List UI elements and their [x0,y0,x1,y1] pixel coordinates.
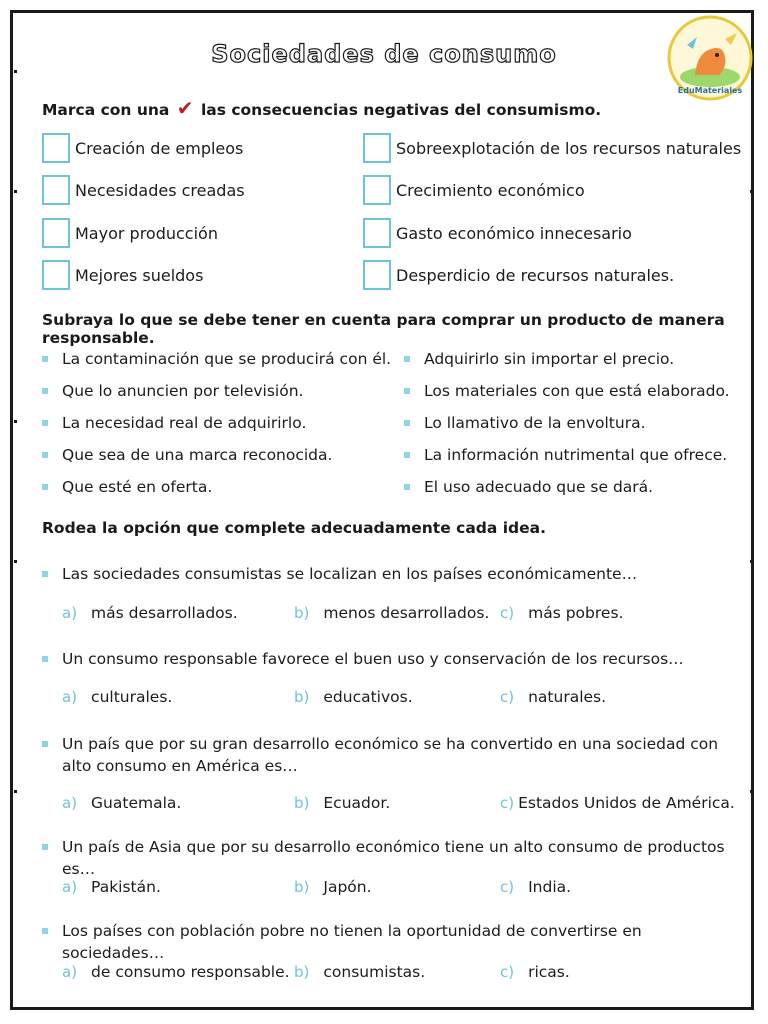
question-stem [42,733,742,777]
dinosaur-logo-icon [667,15,753,101]
border-dot [14,790,17,793]
option-text[interactable]: más desarrollados. [91,604,238,622]
list-item[interactable] [42,446,332,464]
list-item-text[interactable]: Lo llamativo de la envoltura. [424,414,646,432]
checkbox[interactable] [363,218,391,248]
bullet-icon [42,844,48,850]
list-item[interactable] [42,478,212,496]
list-item-text[interactable]: Que esté en oferta. [62,478,213,496]
border-dot [750,560,753,563]
list-item-text[interactable]: Que lo anuncien por televisión. [62,382,304,400]
checkbox-label: Sobreexplotación de los recursos naturales [396,138,742,158]
option-text[interactable]: consumistas. [323,963,426,981]
question-text: Los países con población pobre no tienen la oportunidad de convertirse en sociedades… [62,922,642,962]
option-text[interactable]: más pobres. [528,604,624,622]
bullet-icon [42,452,48,458]
option-letter: b) [294,963,310,981]
option-a[interactable] [62,963,290,981]
checkbox-item[interactable] [363,175,585,205]
option-text[interactable]: menos desarrollados. [323,604,490,622]
option-a[interactable] [62,604,238,622]
list-item[interactable] [42,382,303,400]
list-item[interactable] [404,350,674,368]
checkbox-item[interactable] [42,218,218,248]
option-b[interactable] [294,878,372,896]
list-item-text[interactable]: Que sea de una marca reconocida. [62,446,333,464]
bullet-icon [404,484,410,490]
list-item[interactable] [404,414,646,432]
checkbox-item[interactable] [42,175,245,205]
border-dot [14,560,17,563]
option-letter: c) [500,878,515,896]
question-text: Las sociedades consumistas se localizan en los países económicamente… [62,565,638,583]
bullet-icon [404,388,410,394]
question-stem [42,563,742,585]
list-item[interactable] [404,446,727,464]
option-text[interactable]: Pakistán. [91,878,161,896]
list-item[interactable] [42,350,391,368]
option-c[interactable] [500,794,735,812]
instruction-1 [42,96,601,120]
option-text[interactable]: ricas. [528,963,570,981]
checkbox[interactable] [42,218,70,248]
option-b[interactable] [294,794,390,812]
checkbox-label: Mejores sueldos [75,265,204,285]
checkbox[interactable] [363,175,391,205]
bullet-icon [42,420,48,426]
bullet-icon [42,484,48,490]
bullet-icon [42,388,48,394]
border-dot [14,190,17,193]
option-text[interactable]: naturales. [528,688,607,706]
logo-text: EduMateriales [677,86,743,95]
option-letter: a) [62,878,78,896]
question-stem [42,920,742,964]
option-c[interactable] [500,963,570,981]
option-text[interactable]: de consumo responsable. [91,963,290,981]
option-letter: c) [500,604,515,622]
border-dot [750,190,753,193]
option-text[interactable]: culturales. [91,688,173,706]
bullet-icon [42,656,48,662]
checkbox-label: Necesidades creadas [75,180,245,200]
checkbox-label: Crecimiento económico [396,180,585,200]
checkbox-item[interactable] [363,133,741,163]
option-text[interactable]: educativos. [323,688,413,706]
option-text[interactable]: Ecuador. [323,794,391,812]
check-mark-icon: ✔ [176,96,194,120]
list-item[interactable] [404,478,653,496]
option-a[interactable] [62,688,172,706]
option-letter: b) [294,794,310,812]
question-text: Un consumo responsable favorece el buen uso y conservación de los recursos… [62,650,684,668]
option-letter: a) [62,604,78,622]
instruction-3: Rodea la opción que complete adecuadamente cada idea. [42,519,546,537]
option-letter: c) [500,963,515,981]
checkbox[interactable] [42,260,70,290]
border-dot [14,420,17,423]
checkbox[interactable] [42,175,70,205]
instruction-2: Subraya lo que se debe tener en cuenta para comprar un producto de manera responsable. [42,311,725,347]
checkbox[interactable] [363,260,391,290]
checkbox-item[interactable] [363,260,674,290]
bullet-icon [42,928,48,934]
checkbox[interactable] [363,133,391,163]
question-text: Un país de Asia que por su desarrollo económico tiene un alto consumo de productos es… [62,838,725,878]
option-letter: a) [62,963,78,981]
list-item-text[interactable]: La necesidad real de adquirirlo. [62,414,307,432]
bullet-icon [404,452,410,458]
instruction-1-text: Marca con una [42,101,170,119]
option-c[interactable] [500,688,606,706]
list-item-text[interactable]: Adquirirlo sin importar el precio. [424,350,675,368]
question-text: Un país que por su gran desarrollo económico se ha convertido en una sociedad con alto consumo en América es… [62,735,719,775]
border-dot [14,70,17,73]
option-a[interactable] [62,794,181,812]
option-b[interactable] [294,963,425,981]
option-b[interactable] [294,688,413,706]
option-letter: b) [294,688,310,706]
option-c[interactable] [500,604,623,622]
bullet-icon [42,571,48,577]
option-letter: c) [500,794,515,812]
bullet-icon [404,356,410,362]
option-text[interactable]: Guatemala. [91,794,182,812]
question-stem [42,836,742,880]
bullet-icon [42,356,48,362]
list-item[interactable] [404,382,730,400]
option-letter: a) [62,794,78,812]
checkbox-item[interactable] [42,260,203,290]
option-letter: c) [500,688,515,706]
list-item-text[interactable]: La información nutrimental que ofrece. [424,446,728,464]
option-text[interactable]: Estados Unidos de América. [518,794,735,812]
option-letter: b) [294,604,310,622]
checkbox-label: Desperdicio de recursos naturales. [396,265,675,285]
checkbox-label: Mayor producción [75,223,218,243]
bullet-icon [404,420,410,426]
page-title: Sociedades de consumo [211,40,557,68]
list-item-text[interactable]: La contaminación que se producirá con él. [62,350,392,368]
checkbox-item[interactable] [42,133,243,163]
option-a[interactable] [62,878,161,896]
list-item-text[interactable]: Los materiales con que está elaborado. [424,382,730,400]
instruction-1-text-end: las consecuencias negativas del consumismo. [200,101,602,119]
option-text[interactable]: Japón. [323,878,372,896]
list-item[interactable] [42,414,306,432]
option-c[interactable] [500,878,571,896]
list-item-text[interactable]: El uso adecuado que se dará. [424,478,654,496]
border-dot [750,790,753,793]
checkbox-item[interactable] [363,218,632,248]
question-stem [42,648,742,670]
checkbox[interactable] [42,133,70,163]
option-text[interactable]: India. [528,878,572,896]
bullet-icon [42,741,48,747]
option-b[interactable] [294,604,489,622]
option-letter: a) [62,688,78,706]
option-letter: b) [294,878,310,896]
checkbox-label: Creación de empleos [75,138,244,158]
checkbox-label: Gasto económico innecesario [396,223,632,243]
